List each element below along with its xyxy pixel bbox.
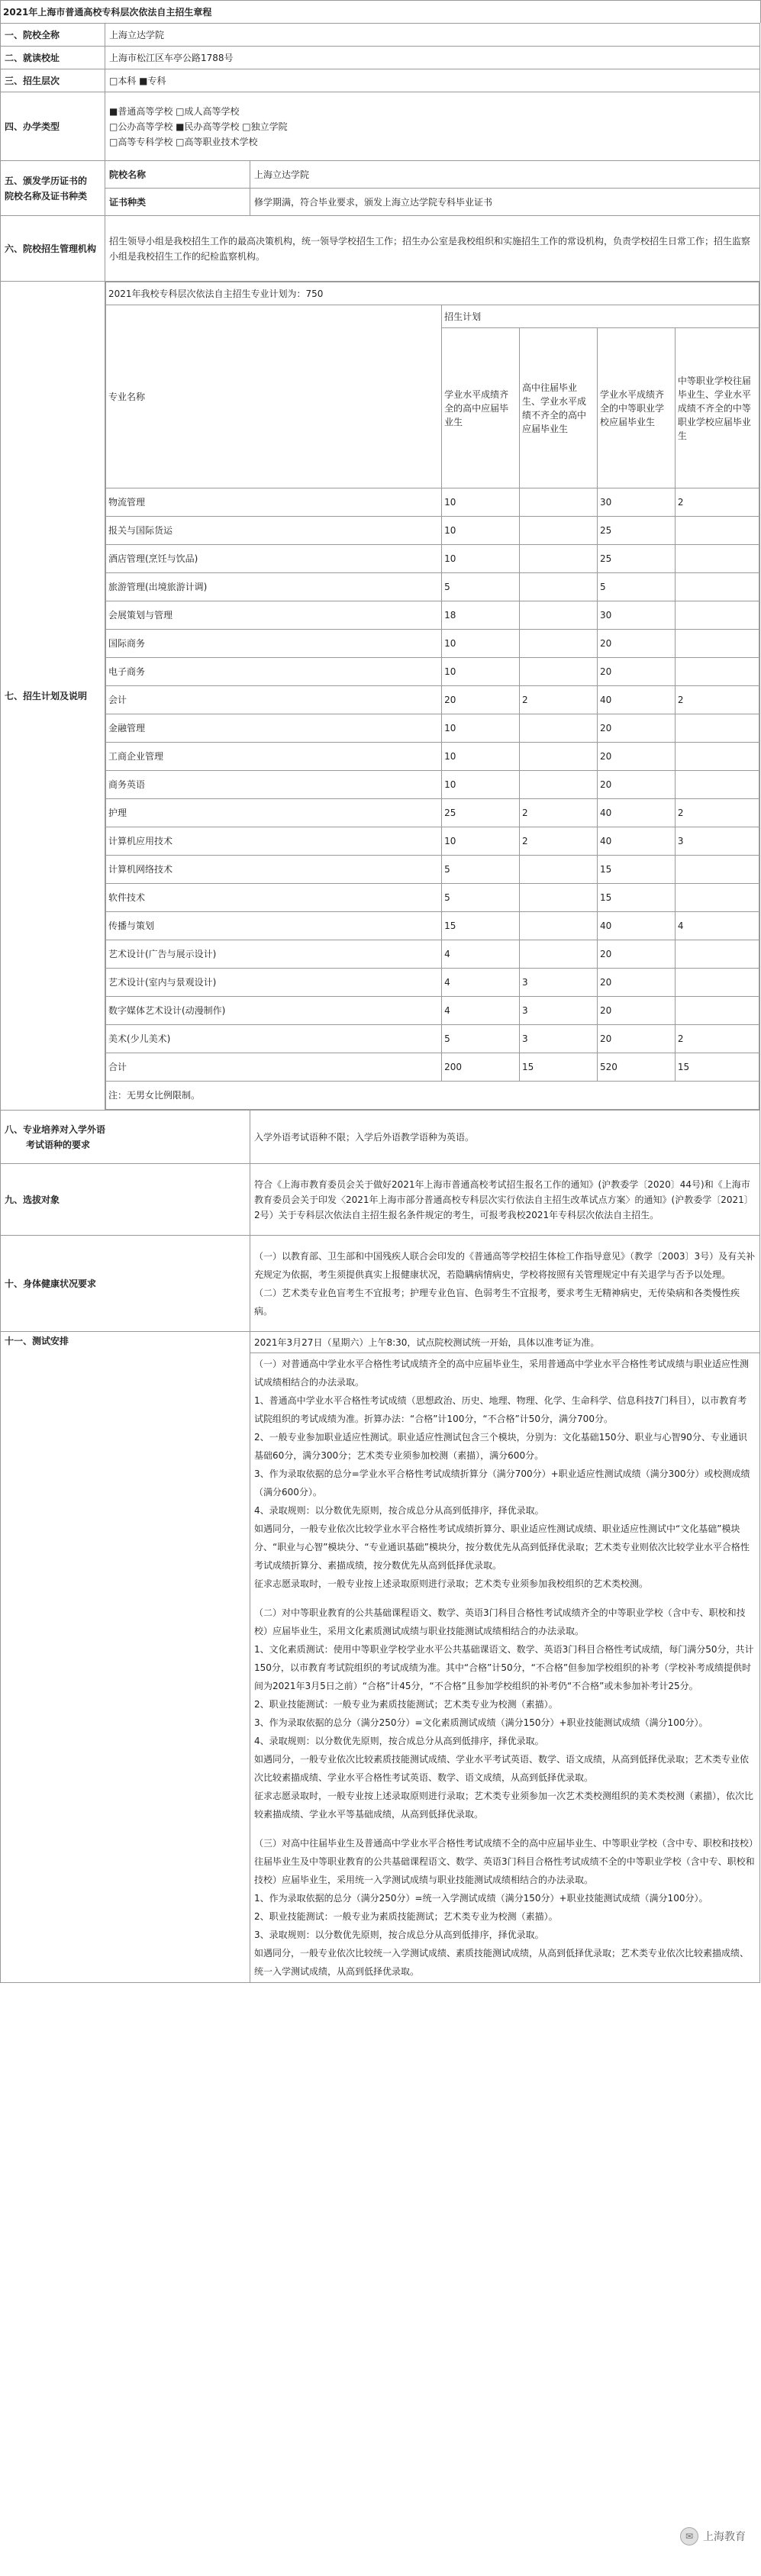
cert-type-label: 证书种类: [105, 189, 250, 216]
plan-major-row: [106, 799, 759, 827]
plan-cell: [105, 282, 760, 1111]
schedule-body: [250, 1353, 760, 1983]
schedule-para: 2、一般专业参加职业适应性测试。职业适应性测试包含三个模块，分别为：文化基础150分、职业与心智90分、专业通识基础60分，满分300分；艺术类专业须参加校测（素描），满分600分。: [254, 1432, 747, 1461]
level-label: 三、招生层次: [1, 69, 105, 92]
row-admission-org: [1, 216, 760, 282]
cert-school-label: 院校名称: [105, 161, 250, 189]
watermark: [680, 2527, 746, 2545]
plan-count: [520, 658, 598, 686]
plan-count: [675, 658, 759, 686]
sum-count: 200: [442, 1053, 520, 1082]
plan-major-row: [106, 601, 759, 630]
plan-count: [675, 940, 759, 969]
row-target: [1, 1164, 760, 1236]
plan-count: 25: [442, 799, 520, 827]
plan-count: 4: [442, 940, 520, 969]
schedule-para: 1、作为录取依据的总分（满分250分）=统一入学测试成绩（满分150分）+职业技能测试成绩（满分100分）。: [254, 1893, 708, 1904]
schedule-para: 4、录取规则：以分数优先原则，按合成总分从高到低排序，择优录取。: [254, 1505, 544, 1516]
health-para: （一）以教育部、卫生部和中国残疾人联合会印发的《普通高等学校招生体检工作指导意见》（教学〔2003〕3号）及有关补充规定为依据，考生须提供真实上报健康状况，若隐瞒病情病史，学校将按照有关管理规定中有关退学与否予以处理。: [254, 1250, 756, 1280]
plan-count: [520, 488, 598, 517]
block-gap: [254, 1593, 756, 1604]
plan-count: 40: [597, 912, 675, 940]
plan-count: 25: [597, 545, 675, 573]
plan-count: 20: [597, 940, 675, 969]
plan-count: 3: [520, 969, 598, 997]
plan-group-row: [106, 305, 759, 328]
major-name: 传播与策划: [106, 912, 442, 940]
plan-count: 15: [597, 856, 675, 884]
row-health: [1, 1236, 760, 1332]
plan-count: [675, 573, 759, 601]
plan-count: [520, 545, 598, 573]
schedule-para: 如遇同分，一般专业依次比较学业水平合格性考试成绩折算分、职业适应性测试成绩、职业适应性测试中“文化基础”模块分、“职业与心智”模块分、“专业通识基础”模块分，按分数优先从高到低择优录取；艺术类专业则依次比较学业水平合格性考试成绩折算分、素描成绩，按分数优先从高到低择优录取。: [254, 1523, 750, 1571]
plan-major-row: [106, 856, 759, 884]
target-label: 九、选拔对象: [1, 1164, 250, 1236]
wechat-icon: ✉: [680, 2527, 698, 2545]
plan-major-row: [106, 743, 759, 771]
address-value: 上海市松江区车亭公路1788号: [105, 47, 760, 69]
sum-label: 合计: [106, 1053, 442, 1082]
plan-count: 20: [597, 630, 675, 658]
plan-major-row: [106, 686, 759, 714]
major-name: 会展策划与管理: [106, 601, 442, 630]
row-school-type: [1, 92, 760, 161]
schedule-first-line: 2021年3月27日（星期六）上午8:30，试点院校测试统一开始，具体以准考证为准。: [250, 1332, 760, 1353]
plan-count: 18: [442, 601, 520, 630]
plan-major-row: [106, 771, 759, 799]
major-name: 软件技术: [106, 884, 442, 912]
row-schedule-first: [1, 1332, 760, 1353]
major-name: 会计: [106, 686, 442, 714]
plan-count: 10: [442, 743, 520, 771]
plan-count: [675, 884, 759, 912]
plan-count: 2: [675, 488, 759, 517]
plan-count: 5: [597, 573, 675, 601]
schedule-para: 征求志愿录取时，一般专业按上述录取原则进行录取；艺术类专业须参加我校组织的艺术类校测。: [254, 1578, 649, 1589]
exam-value: 入学外语考试语种不限；入学后外语教学语种为英语。: [250, 1111, 760, 1164]
plan-count: [520, 912, 598, 940]
plan-count: 20: [597, 714, 675, 743]
plan-count: [675, 517, 759, 545]
plan-count: [675, 997, 759, 1025]
schedule-label: 十一、测试安排: [1, 1332, 250, 1983]
document-title: 2021年上海市普通高校专科层次依法自主招生章程: [0, 0, 761, 23]
plan-count: 3: [520, 997, 598, 1025]
plan-count: 20: [597, 1025, 675, 1053]
major-name: 酒店管理(烹饪与饮品): [106, 545, 442, 573]
plan-count: 2: [675, 686, 759, 714]
health-para: （二）艺术类专业色盲考生不宜报考；护理专业色盲、色弱考生不宜报考，要求考生无精神病史，无传染病和各类慢性疾病。: [254, 1287, 740, 1317]
plan-count: 15: [597, 884, 675, 912]
type-line: □高等专科学校 □高等职业技术学校: [109, 136, 258, 147]
row-school-name: [1, 24, 760, 47]
address-label: 二、就读校址: [1, 47, 105, 69]
plan-count: 2: [520, 799, 598, 827]
plan-major-row: [106, 573, 759, 601]
cert-label-line: 五、颁发学历证书的: [5, 175, 88, 186]
schedule-para: 1、文化素质测试：使用中等职业学校学业水平公共基础课语文、数学、英语3门科目合格性考试成绩，每门满分50分，共计150分，以市教育考试院组织的考试成绩为准。其中“合格”计50分，“不合格”但参加学校组织的补考（学校补考成绩提供时间为2021年3月5日之前）“合格”计45分，“不合格”且参加学校组织的补考仍“不合格”或未参加补考计25分。: [254, 1644, 754, 1691]
plan-count: 40: [597, 799, 675, 827]
plan-count: 15: [442, 912, 520, 940]
health-value: [250, 1236, 760, 1332]
plan-count: [520, 884, 598, 912]
type-line: □公办高等学校 ■民办高等学校 □独立学院: [109, 121, 288, 132]
plan-count: 10: [442, 488, 520, 517]
exam-label-line: 八、专业培养对入学外语: [5, 1124, 106, 1135]
plan-major-row: [106, 969, 759, 997]
plan-count: [520, 771, 598, 799]
schedule-para: （二）对中等职业教育的公共基础课程语文、数学、英语3门科目合格性考试成绩齐全的中等职业学校（含中专、职校和技校）应届毕业生，采用文化素质测试成绩与职业技能测试成绩相结合的办法录取。: [254, 1607, 746, 1636]
plan-count: [675, 601, 759, 630]
plan-count: 20: [597, 969, 675, 997]
exam-label-line: 考试语种的要求: [26, 1139, 91, 1150]
plan-count: 2: [675, 1025, 759, 1053]
row-cert-type: [1, 189, 760, 216]
row-address: [1, 47, 760, 69]
plan-note: 注：无男女比例限制。: [106, 1082, 759, 1110]
schedule-para: 3、作为录取依据的总分=学业水平合格性考试成绩折算分（满分700分）+职业适应性测试成绩（满分300分）或校测成绩（满分600分）。: [254, 1469, 750, 1498]
plan-count: 10: [442, 658, 520, 686]
plan-major-row: [106, 940, 759, 969]
schedule-para: 2、职业技能测试：一般专业为素质技能测试；艺术类专业为校测（素描）。: [254, 1911, 558, 1922]
plan-count: 40: [597, 686, 675, 714]
col-header: 学业水平成绩齐全的高中应届毕业生: [442, 328, 520, 488]
plan-count: 5: [442, 573, 520, 601]
plan-count: 20: [597, 743, 675, 771]
org-label: 六、院校招生管理机构: [1, 216, 105, 282]
plan-count: [675, 545, 759, 573]
plan-count: 25: [597, 517, 675, 545]
plan-major-row: [106, 884, 759, 912]
plan-count: 20: [442, 686, 520, 714]
type-line: ■普通高等学校 □成人高等学校: [109, 105, 240, 117]
plan-count: [520, 714, 598, 743]
major-name: 数字媒体艺术设计(动漫制作): [106, 997, 442, 1025]
plan-major-row: [106, 658, 759, 686]
sum-count: 15: [675, 1053, 759, 1082]
col-header: 中等职业学校往届毕业生、学业水平成绩不齐全的中等职业学校应届毕业生: [675, 328, 759, 488]
plan-count: 10: [442, 827, 520, 856]
plan-major-row: [106, 1025, 759, 1053]
org-value: 招生领导小组是我校招生工作的最高决策机构，统一领导学校招生工作；招生办公室是我校组织和实施招生工作的常设机构，负责学校招生日常工作；招生监察小组是我校招生工作的纪检监察机构。: [105, 216, 760, 282]
schedule-para: （三）对高中往届毕业生及普通高中学业水平合格性考试成绩不全的高中应届毕业生、中等职业学校（含中专、职校和技校）往届毕业生及中等职业教育的公共基础课程语文、数学、英语3门科目合格性考试成绩不全的中等职业学校（含中专、职校和技校）应届毕业生，采用统一入学测试成绩与职业技能测试成绩相结合的办法录取。: [254, 1838, 755, 1885]
cert-label: [1, 161, 105, 216]
major-name: 计算机应用技术: [106, 827, 442, 856]
plan-major-row: [106, 912, 759, 940]
plan-count: 2: [520, 686, 598, 714]
target-value: 符合《上海市教育委员会关于做好2021年上海市普通高校考试招生报名工作的通知》(沪教委学〔2020〕44号)和《上海市教育委员会关于印发〈2021年上海市部分普通高校专科层次实行依法自主招生改革试点方案〉的通知》(沪教委学〔2021〕2号）关于专科层次依法自主招生报名条件规定的考生，可报考我校2021年专科层次依法自主招生。: [250, 1164, 760, 1236]
plan-count: 20: [597, 997, 675, 1025]
major-name: 物流管理: [106, 488, 442, 517]
plan-count: [520, 601, 598, 630]
plan-count: [520, 573, 598, 601]
plan-count: [675, 856, 759, 884]
plan-major-row: [106, 517, 759, 545]
plan-count: 5: [442, 1025, 520, 1053]
plan-count: [675, 630, 759, 658]
charter-table: [0, 23, 760, 1983]
plan-total-row: [106, 282, 759, 305]
plan-count: 20: [597, 658, 675, 686]
plan-count: 4: [442, 997, 520, 1025]
schedule-para: 1、普通高中学业水平合格性考试成绩（思想政治、历史、地理、物理、化学、生命科学、信息科技7门科目），以市教育考试院组织的考试成绩为准。折算办法：“合格”计100分，“不合格”计50分，满分700分。: [254, 1395, 747, 1424]
plan-count: 30: [597, 601, 675, 630]
plan-count: 10: [442, 714, 520, 743]
plan-note-row: [106, 1082, 759, 1110]
plan-count: 10: [442, 630, 520, 658]
schedule-para: 2、职业技能测试：一般专业为素质技能测试；艺术类专业为校测（素描）。: [254, 1699, 558, 1710]
schedule-para: 3、作为录取依据的总分（满分250分）=文化素质测试成绩（满分150分）+职业技能测试成绩（满分100分）。: [254, 1717, 708, 1728]
schedule-para: 征求志愿录取时，一般专业按上述录取原则进行录取；艺术类专业须参加一次艺术类校测组织的美术类校测（素描），依次比较素描成绩、学业水平等基础成绩，从高到低择优录取。: [254, 1791, 754, 1820]
cert-type-value: 修学期满，符合毕业要求，颁发上海立达学院专科毕业证书: [250, 189, 760, 216]
col-header: 高中往届毕业生、学业水平成绩不齐全的高中应届毕业生: [520, 328, 598, 488]
major-name: 美术(少儿美术): [106, 1025, 442, 1053]
cert-school-value: 上海立达学院: [250, 161, 760, 189]
plan-count: 20: [597, 771, 675, 799]
plan-count: [520, 630, 598, 658]
plan-count: [520, 940, 598, 969]
plan-sum-row: [106, 1053, 759, 1082]
health-label: 十、身体健康状况要求: [1, 1236, 250, 1332]
sum-count: 15: [520, 1053, 598, 1082]
plan-count: [675, 771, 759, 799]
plan-count: 10: [442, 771, 520, 799]
row-admission-plan: [1, 282, 760, 1111]
major-name: 计算机网络技术: [106, 856, 442, 884]
school-name-value: 上海立达学院: [105, 24, 760, 47]
major-name: 电子商务: [106, 658, 442, 686]
row-level: [1, 69, 760, 92]
schedule-para: 4、录取规则：以分数优先原则，按合成总分从高到低排序，择优录取。: [254, 1736, 544, 1746]
plan-count: 10: [442, 545, 520, 573]
plan-major-row: [106, 827, 759, 856]
major-header: 专业名称: [106, 305, 442, 488]
major-name: 国际商务: [106, 630, 442, 658]
school-name-label: 一、院校全称: [1, 24, 105, 47]
type-value: [105, 92, 760, 161]
plan-count: 2: [675, 799, 759, 827]
major-name: 艺术设计(室内与景观设计): [106, 969, 442, 997]
cert-label-line: 院校名称及证书种类: [5, 190, 88, 202]
plan-count: 3: [520, 1025, 598, 1053]
level-value: □本科 ■专科: [105, 69, 760, 92]
plan-count: [520, 517, 598, 545]
plan-count: 3: [675, 827, 759, 856]
schedule-para: 3、录取规则：以分数优先原则，按合成总分从高到低排序，择优录取。: [254, 1930, 544, 1940]
plan-table: [105, 282, 759, 1110]
plan-count: 30: [597, 488, 675, 517]
plan-count: [675, 714, 759, 743]
plan-major-row: [106, 714, 759, 743]
plan-major-row: [106, 488, 759, 517]
sum-count: 520: [597, 1053, 675, 1082]
plan-major-row: [106, 545, 759, 573]
major-name: 护理: [106, 799, 442, 827]
plan-count: 40: [597, 827, 675, 856]
major-name: 艺术设计(广告与展示设计): [106, 940, 442, 969]
major-name: 旅游管理(出境旅游计调): [106, 573, 442, 601]
row-cert-school: [1, 161, 760, 189]
watermark-text: 上海教育: [703, 2531, 746, 2543]
row-foreign-language: [1, 1111, 760, 1164]
plan-major-row: [106, 997, 759, 1025]
plan-count: 10: [442, 517, 520, 545]
schedule-para: 如遇同分，一般专业依次比较统一入学测试成绩、素质技能测试成绩，从高到低择优录取；艺术类专业依次比较素描成绩、统一入学测试成绩，从高到低择优录取。: [254, 1948, 750, 1977]
exam-label: [1, 1111, 250, 1164]
major-name: 工商企业管理: [106, 743, 442, 771]
plan-major-row: [106, 630, 759, 658]
plan-count: 2: [520, 827, 598, 856]
plan-count: [520, 856, 598, 884]
plan-count: 4: [675, 912, 759, 940]
major-name: 报关与国际货运: [106, 517, 442, 545]
col-header: 学业水平成绩齐全的中等职业学校应届毕业生: [597, 328, 675, 488]
schedule-para: （一）对普通高中学业水平合格性考试成绩齐全的高中应届毕业生，采用普通高中学业水平合格性考试成绩与职业适应性测试成绩相结合的办法录取。: [254, 1359, 750, 1388]
major-name: 商务英语: [106, 771, 442, 799]
plan-group-header: 招生计划: [442, 305, 759, 328]
plan-total-line: 2021年我校专科层次依法自主招生专业计划为：750: [106, 282, 759, 305]
major-name: 金融管理: [106, 714, 442, 743]
plan-count: 5: [442, 884, 520, 912]
plan-label: 七、招生计划及说明: [1, 282, 105, 1111]
plan-count: [675, 969, 759, 997]
schedule-para: 如遇同分，一般专业依次比较素质技能测试成绩、学业水平考试英语、数学、语文成绩，从高到低择优录取；艺术类专业依次比较素描成绩、学业水平合格性考试英语、数学、语文成绩，从高到低择优录取。: [254, 1754, 750, 1783]
block-gap: [254, 1823, 756, 1834]
plan-count: [520, 743, 598, 771]
plan-count: 5: [442, 856, 520, 884]
plan-count: [675, 743, 759, 771]
type-label: 四、办学类型: [1, 92, 105, 161]
plan-count: 4: [442, 969, 520, 997]
